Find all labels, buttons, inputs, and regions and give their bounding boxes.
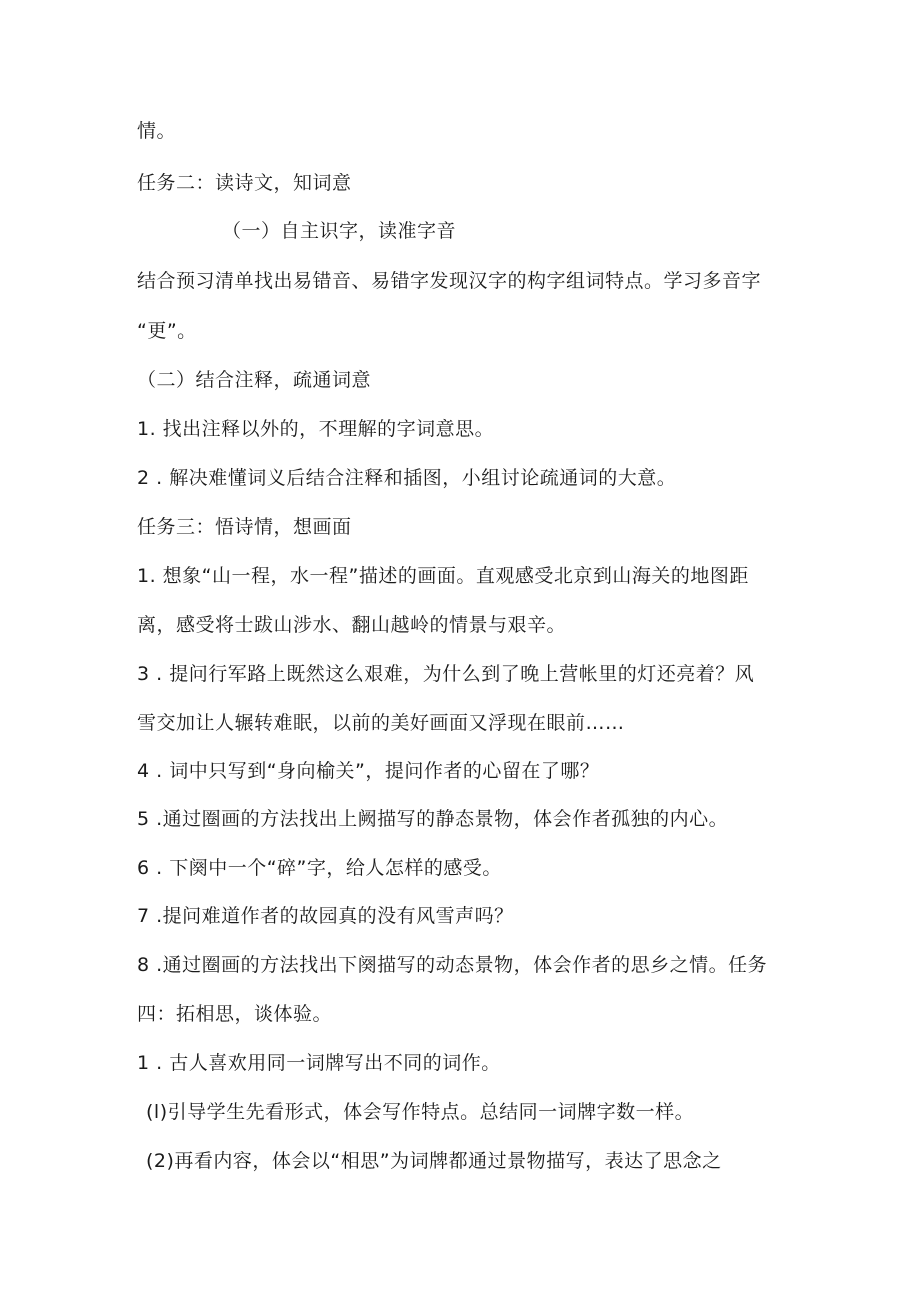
list-item: 1. 找出注释以外的，不理解的字词意思。 bbox=[137, 418, 495, 440]
text-line: 情。 bbox=[137, 120, 177, 142]
section-heading: 任务二：读诗文，知词意 bbox=[137, 172, 352, 194]
list-item: 8 .通过圈画的方法找出下阕描写的动态景物，体会作者的思乡之情。任务 bbox=[137, 954, 768, 976]
list-item: 1 . 古人喜欢用同一词牌写出不同的词作。 bbox=[137, 1052, 501, 1074]
section-heading: 四：拓相思，谈体验。 bbox=[137, 1003, 333, 1025]
list-item: 7 .提问难道作者的故园真的没有风雪声吗？ bbox=[137, 905, 514, 927]
text-line: 雪交加让人辗转难眠，以前的美好画面又浮现在眼前…… bbox=[137, 712, 625, 734]
list-item: 4 . 词中只写到“身向榆关”，提问作者的心留在了哪？ bbox=[137, 760, 600, 782]
list-item: 1. 想象“山一程，水一程”描述的画面。直观感受北京到山海关的地图距 bbox=[137, 565, 749, 587]
subsection-heading: （二）结合注释，疏通词意 bbox=[137, 369, 372, 391]
text-line: 结合预习清单找出易错音、易错字发现汉字的构字组词特点。学习多音字 bbox=[137, 270, 762, 292]
section-heading: 任务三：悟诗情，想画面 bbox=[137, 516, 352, 538]
text-line: “更”。 bbox=[137, 320, 197, 342]
text-line: 离，感受将士跋山涉水、翻山越岭的情景与艰辛。 bbox=[137, 614, 567, 636]
list-item: 3 . 提问行军路上既然这么艰难，为什么到了晚上营帐里的灯还亮着？风 bbox=[137, 663, 755, 685]
list-item: (2)再看内容，体会以“相思”为词牌都通过景物描写，表达了思念之 bbox=[146, 1150, 722, 1172]
subsection-heading: （一）自主识字，读准字音 bbox=[222, 220, 457, 242]
list-item: (l)引导学生先看形式，体会写作特点。总结同一词牌字数一样。 bbox=[146, 1101, 695, 1123]
list-item: 2 . 解决难懂词义后结合注释和插图，小组讨论疏通词的大意。 bbox=[137, 467, 677, 489]
list-item: 5 .通过圈画的方法找出上阙描写的静态景物，体会作者孤独的内心。 bbox=[137, 808, 729, 830]
list-item: 6 . 下阕中一个“碎”字，给人怎样的感受。 bbox=[137, 857, 502, 879]
